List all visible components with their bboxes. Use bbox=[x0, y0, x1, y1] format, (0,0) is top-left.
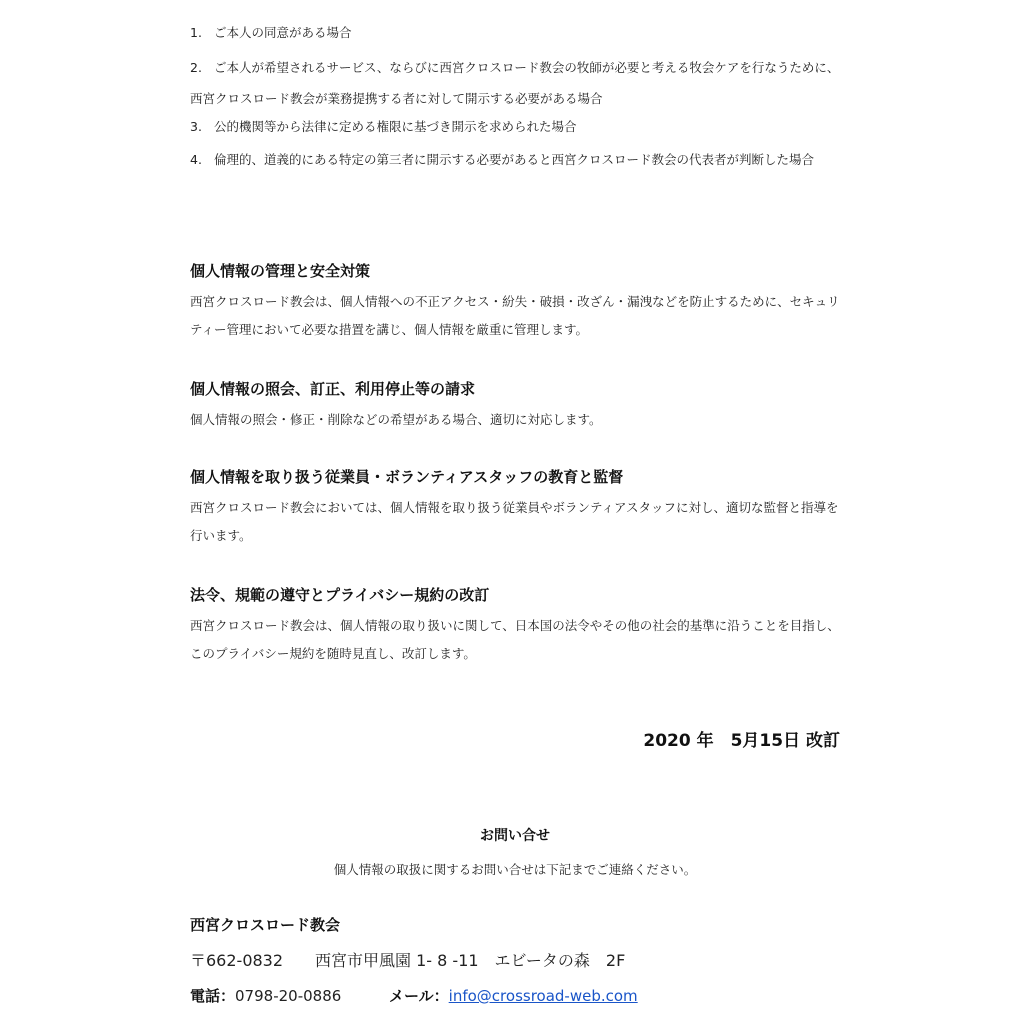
organization-address: 〒662-0832 西宮市甲風園 1- 8 -11 エビータの森 2F bbox=[190, 951, 626, 970]
section-compliance-revision bbox=[190, 584, 840, 668]
organization-contact bbox=[190, 985, 638, 1006]
section-body: 西宮クロスロード教会においては、個人情報を取り扱う従業員やボランティアスタッフに対し、適切な監督と指導を行います。 bbox=[190, 500, 839, 543]
list-number: 4. bbox=[190, 152, 202, 167]
phone-label: 電話： bbox=[190, 987, 236, 1005]
section-body: 個人情報の照会・修正・削除などの希望がある場合、適切に対応します。 bbox=[190, 412, 602, 427]
phone-number: 0798-20-0886 bbox=[235, 987, 342, 1005]
section-body: 西宮クロスロード教会は、個人情報の取り扱いに関して、日本国の法令やその他の社会的基準に沿うことを目指し、このプライバシー規約を随時見直し、改訂します。 bbox=[190, 618, 840, 661]
list-item bbox=[190, 144, 840, 175]
contact-title: お問い合せ bbox=[480, 828, 550, 844]
list-text: 倫理的、道義的にある特定の第三者に開示する必要があると西宮クロスロード教会の代表者が判断した場合 bbox=[214, 152, 815, 167]
section-inquiry-correction bbox=[190, 378, 840, 434]
list-text: ご本人の同意がある場合 bbox=[214, 25, 352, 40]
list-text: ご本人が希望されるサービス、ならびに西宮クロスロード教会の牧師が必要と考える牧会ケアを行なうために、西宮クロスロード教会が業務提携する者に対して開示する必要がある場合 bbox=[190, 60, 840, 106]
section-heading: 法令、規範の遵守とプライバシー規約の改訂 bbox=[190, 586, 490, 604]
list-item bbox=[190, 111, 577, 142]
organization-name: 西宮クロスロード教会 bbox=[190, 916, 341, 934]
list-text: 公的機関等から法律に定める権限に基づき開示を求められた場合 bbox=[214, 119, 577, 134]
list-number: 2. bbox=[190, 60, 202, 75]
email-link[interactable]: info@crossroad-web.com bbox=[448, 987, 638, 1005]
list-number: 1. bbox=[190, 25, 202, 40]
revision-date: 2020 年 5月15日 改訂 bbox=[643, 731, 840, 751]
section-staff-education bbox=[190, 466, 840, 550]
section-heading: 個人情報の照会、訂正、利用停止等の請求 bbox=[190, 380, 476, 398]
section-heading: 個人情報の管理と安全対策 bbox=[190, 262, 371, 280]
section-body: 西宮クロスロード教会は、個人情報への不正アクセス・紛失・破損・改ざん・漏洩などを防止するために、セキュリティー管理において必要な措置を講じ、個人情報を厳重に管理します。 bbox=[190, 294, 840, 337]
list-item bbox=[190, 17, 352, 48]
section-heading: 個人情報を取り扱う従業員・ボランティアスタッフの教育と監督 bbox=[190, 468, 624, 486]
email-label: メール： bbox=[388, 987, 449, 1005]
list-item bbox=[190, 52, 840, 114]
contact-description: 個人情報の取扱に関するお問い合せは下記までご連絡ください。 bbox=[333, 862, 697, 877]
list-number: 3. bbox=[190, 119, 202, 134]
section-management-security bbox=[190, 260, 840, 344]
